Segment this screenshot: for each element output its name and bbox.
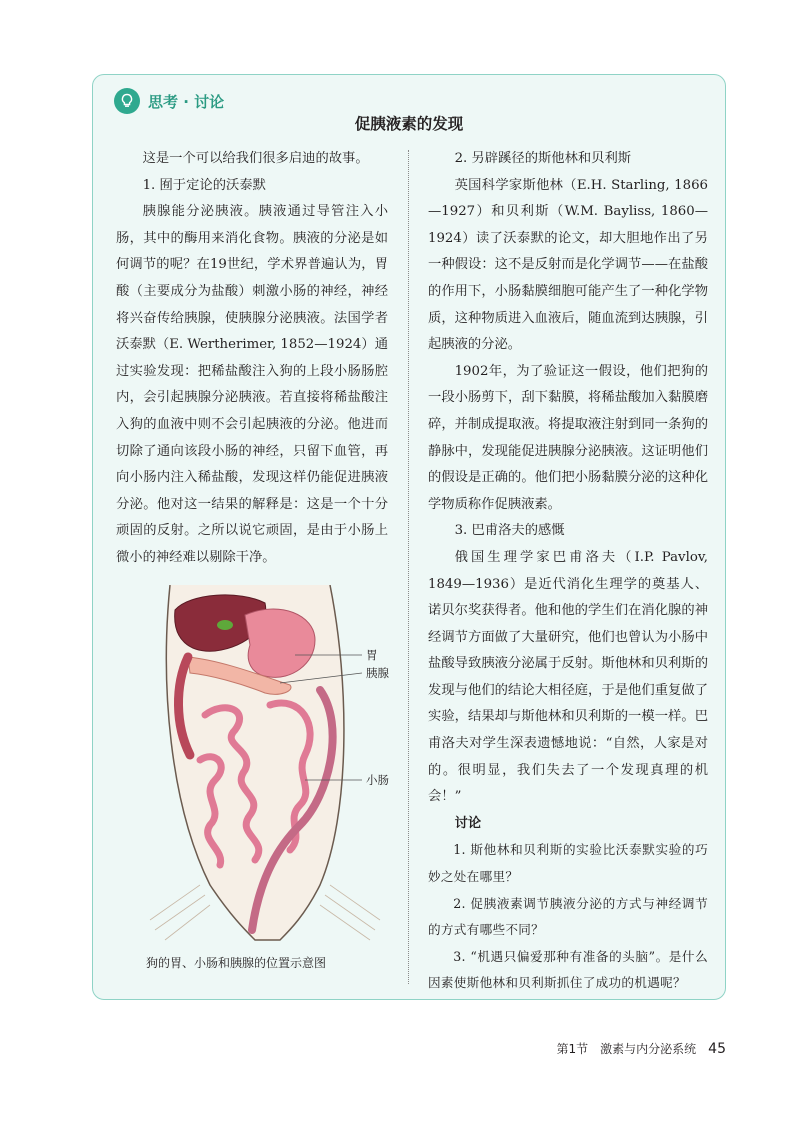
column-divider <box>408 150 409 984</box>
paragraph-2: 英国科学家斯他林（E.H. Starling, 1866—1927）和贝利斯（W.M. Bayliss, 1860—1924）读了沃泰默的论文，却大胆地作出了另一种假设：这不是反射而是化学调节——在盐酸的作用下，小肠黏膜细胞可能产生了一种化学物质，这种物质进入血液后，随血流到达胰腺，引起胰液的分泌。 <box>428 177 708 353</box>
question-3: 3. “机遇只偏爱那种有准备的头脑”。是什么因素使斯他林和贝利斯抓住了成功的机遇呢？ <box>428 948 708 991</box>
left-column <box>116 146 388 572</box>
label-intestine: 小肠 <box>366 773 389 787</box>
subheading-2: 2. 另辟蹊径的斯他林和贝利斯 <box>454 151 632 166</box>
right-column <box>428 146 708 997</box>
intro-text: 这是一个可以给我们很多启迪的故事。 <box>142 151 369 166</box>
label-pancreas: 胰腺 <box>366 666 389 680</box>
anatomy-figure <box>130 585 400 945</box>
header-label: 思考 · 讨论 <box>148 92 225 111</box>
label-stomach: 胃 <box>366 648 378 662</box>
subheading-1: 1. 囿于定论的沃泰默 <box>142 177 266 193</box>
lightbulb-icon <box>114 88 140 114</box>
paragraph-1: 胰腺能分泌胰液。胰液通过导管注入小肠，其中的酶用来消化食物。胰液的分泌是如何调节的呢？在19世纪，学术界普遍认为，胃酸（主要成分为盐酸）刺激小肠的神经，神经将兴奋传给胰腺，使胰腺分泌胰液。法国学者沃泰默（E. Wertherimer, 1852—1924）通过实验发现：把稀盐酸注入狗的上段小肠肠腔内，会引起胰腺分泌胰液。若直接将稀盐酸注入狗的血液中则不会引起胰液的分泌。他进而切除了通向该段小肠的神经，只留下血管，再向小肠内注入稀盐酸，发现这样仍能促进胰液分泌。他对这一结果的解释是：这是一个十分顽固的反射。之所以说它顽固，是由于小肠上微小的神经难以剔除干净。 <box>116 204 388 565</box>
question-1: 1. 斯他林和贝利斯的实验比沃泰默实验的巧妙之处在哪里？ <box>428 842 708 885</box>
footer-section: 第1节 激素与内分泌系统 <box>556 1042 697 1056</box>
section-header <box>114 88 224 114</box>
figure-caption: 狗的胃、小肠和胰腺的位置示意图 <box>146 956 327 970</box>
subheading-3: 3. 巴甫洛夫的感慨 <box>454 523 565 539</box>
dog-organs-illustration <box>130 585 400 945</box>
page-footer <box>557 1040 726 1057</box>
question-2: 2. 促胰液素调节胰液分泌的方式与神经调节的方式有哪些不同？ <box>428 895 708 938</box>
discussion-heading: 讨论 <box>454 815 482 831</box>
page-number: 45 <box>708 1041 726 1057</box>
paragraph-3: 1902年，为了验证这一假设，他们把狗的一段小肠剪下，刮下黏膜，将稀盐酸加入黏膜磨碎，并制成提取液。将提取液注射到同一条狗的静脉中，发现能促进胰腺分泌胰液。这证明他们的假设是正确的。他们把小肠黏膜分泌的这种化学物质称作促胰液素。 <box>428 363 708 512</box>
page-title: 促胰液素的发现 <box>354 115 464 133</box>
paragraph-4: 俄国生理学家巴甫洛夫（I.P. Pavlov, 1849—1936）是近代消化生理学的奠基人、诺贝尔奖获得者。他和他的学生们在消化腺的神经调节方面做了大量研究，他们也曾认为小肠中盐酸导致胰液分泌属于反射。斯他林和贝利斯的发现与他们的结论大相径庭，于是他们重复做了实验，结果却与斯他林和贝利斯的一模一样。巴甫洛夫对学生深表遗憾地说：“自然，人家是对的。很明显，我们失去了一个发现真理的机会！” <box>428 549 708 805</box>
